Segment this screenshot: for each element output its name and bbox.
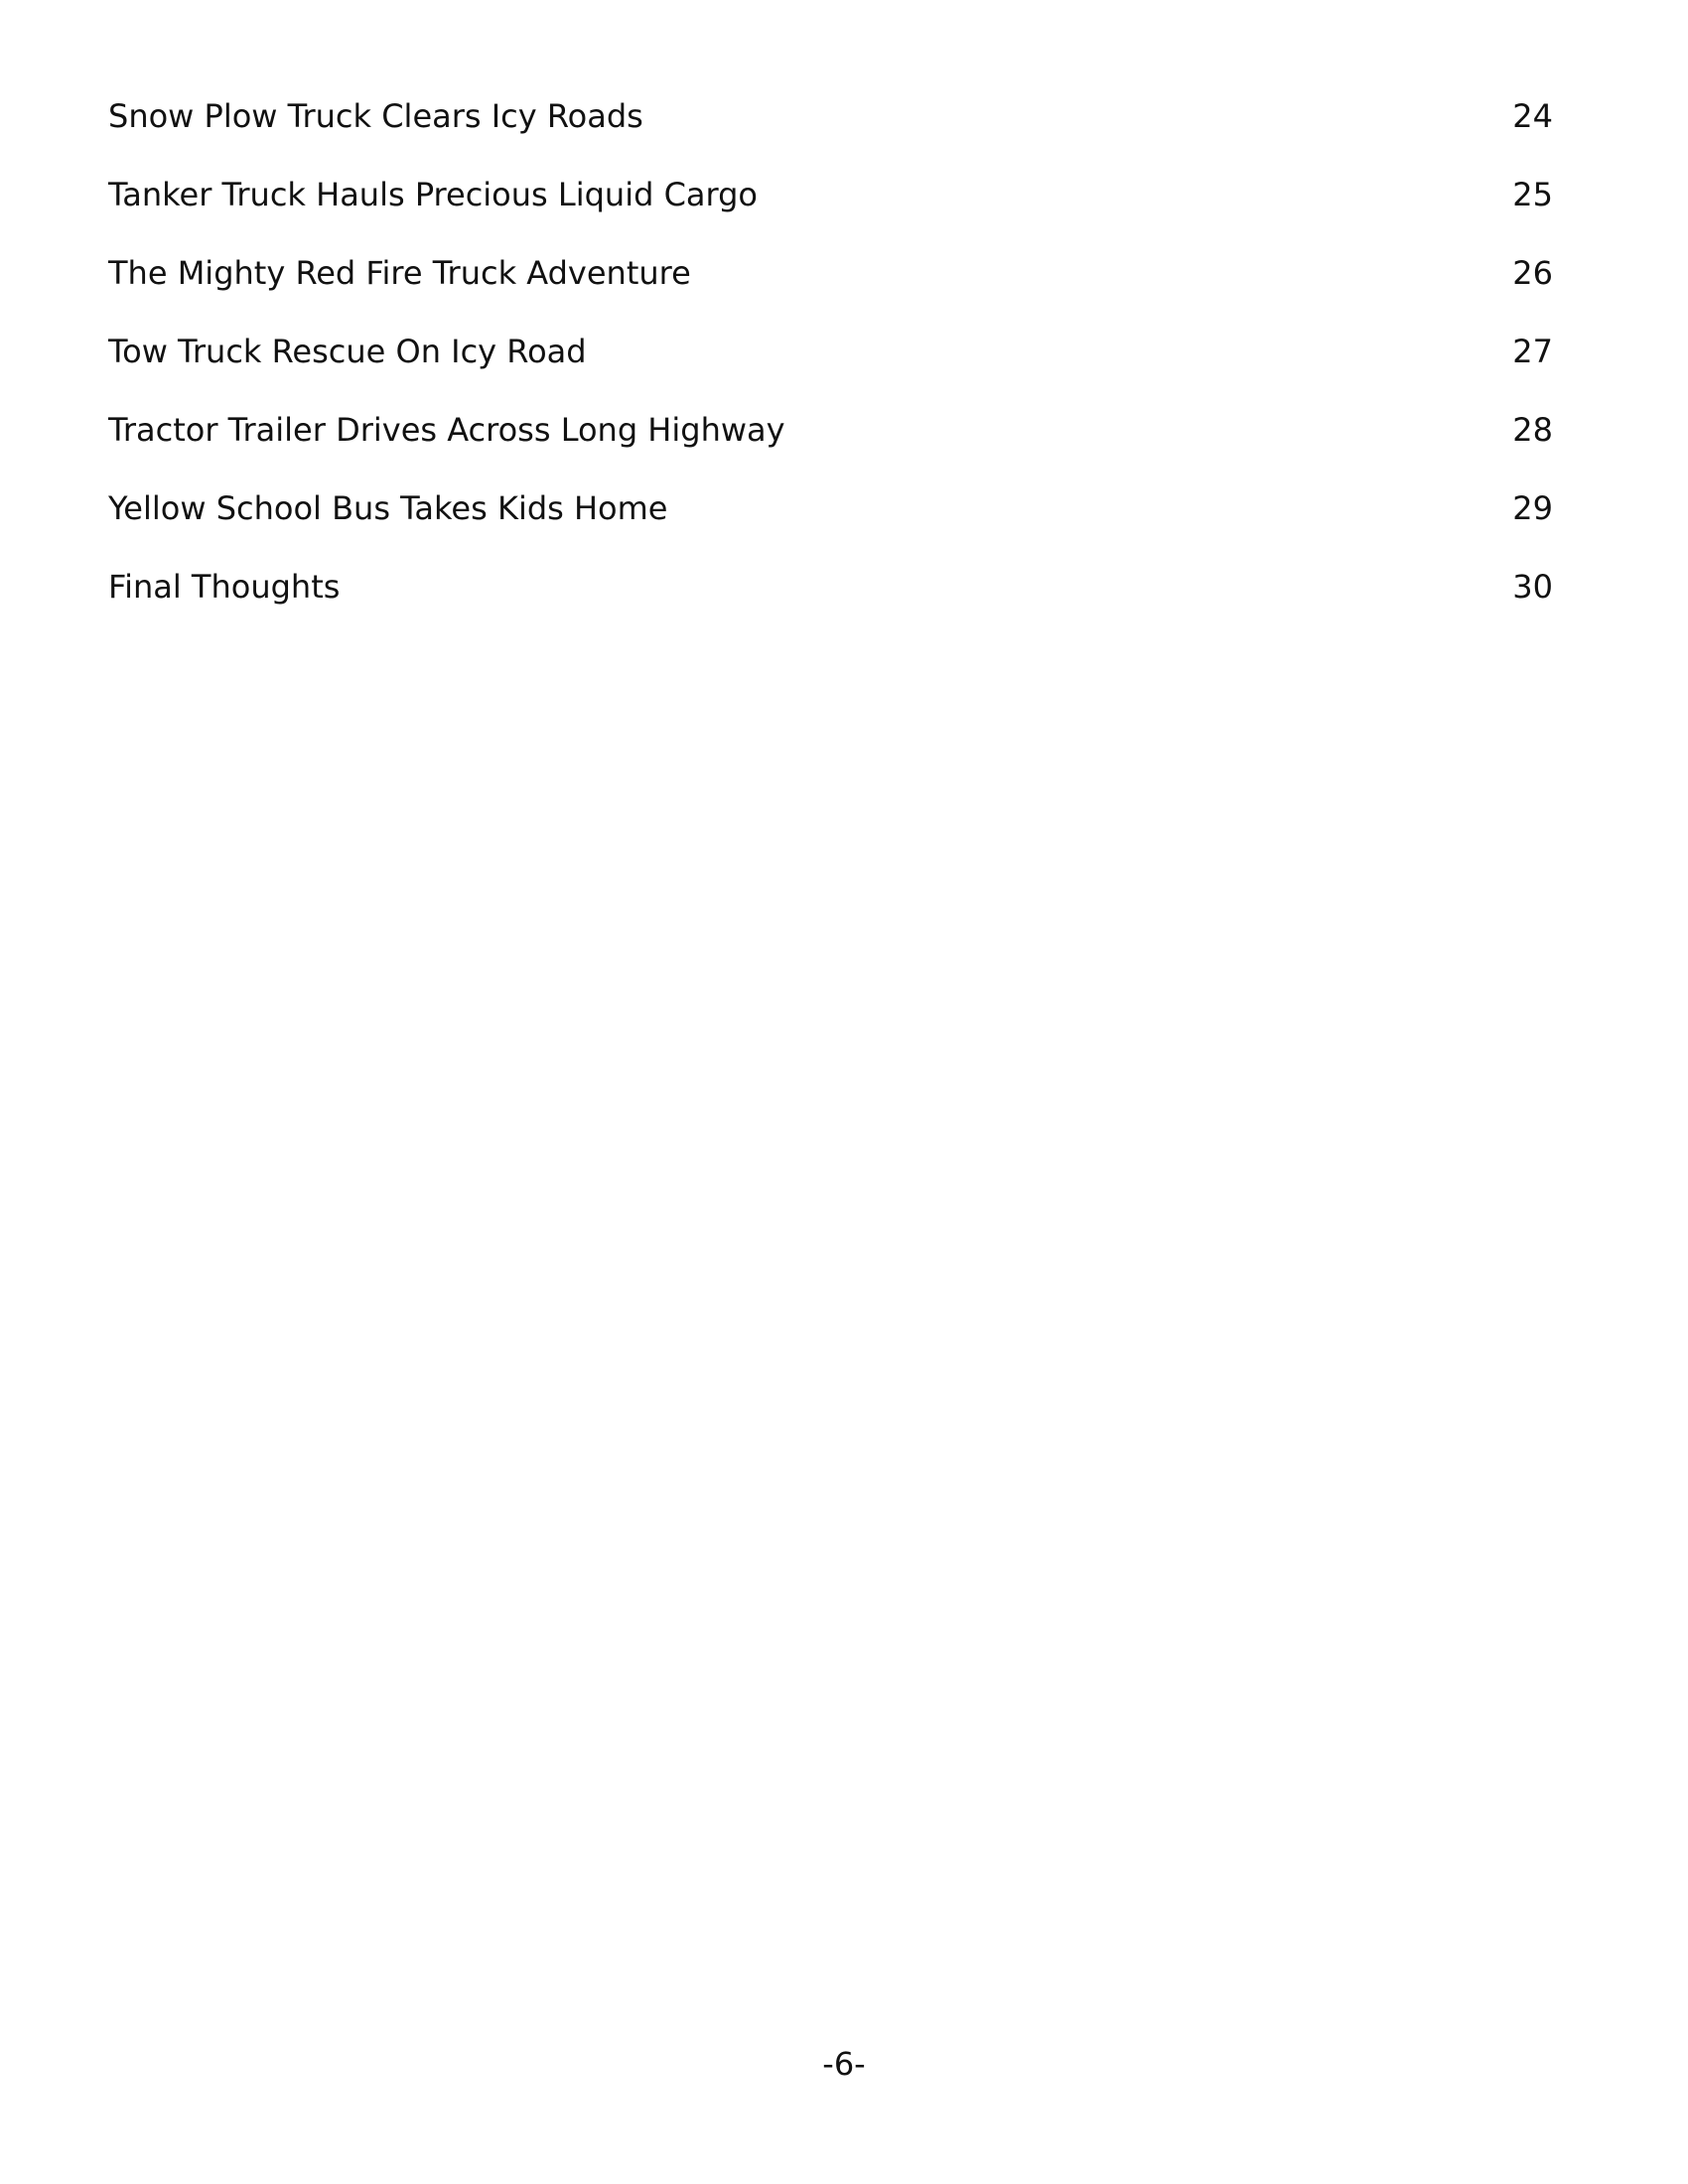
toc-entry[interactable] (108, 327, 1553, 405)
toc-entry-title: Tractor Trailer Drives Across Long Highway (108, 411, 785, 449)
toc-entry-page: 27 (1512, 333, 1553, 370)
toc-entry-title: Tanker Truck Hauls Precious Liquid Cargo (108, 176, 758, 213)
page-number: -6- (822, 2045, 866, 2083)
toc-entry-page: 30 (1512, 568, 1553, 606)
toc-entry[interactable] (108, 562, 1553, 640)
toc-entry-title: Final Thoughts (108, 568, 341, 606)
table-of-contents (108, 91, 1553, 640)
toc-entry[interactable] (108, 248, 1553, 327)
toc-entry-page: 25 (1512, 176, 1553, 213)
toc-entry[interactable] (108, 170, 1553, 248)
toc-entry-title: Yellow School Bus Takes Kids Home (108, 489, 668, 527)
toc-entry-page: 28 (1512, 411, 1553, 449)
toc-entry[interactable] (108, 405, 1553, 483)
toc-entry-page: 29 (1512, 489, 1553, 527)
toc-entry[interactable] (108, 483, 1553, 562)
toc-entry-title: Tow Truck Rescue On Icy Road (108, 333, 587, 370)
toc-entry-title: The Mighty Red Fire Truck Adventure (108, 254, 691, 292)
toc-entry-page: 26 (1512, 254, 1553, 292)
toc-entry-page: 24 (1512, 97, 1553, 135)
toc-entry[interactable] (108, 91, 1553, 170)
toc-entry-title: Snow Plow Truck Clears Icy Roads (108, 97, 643, 135)
